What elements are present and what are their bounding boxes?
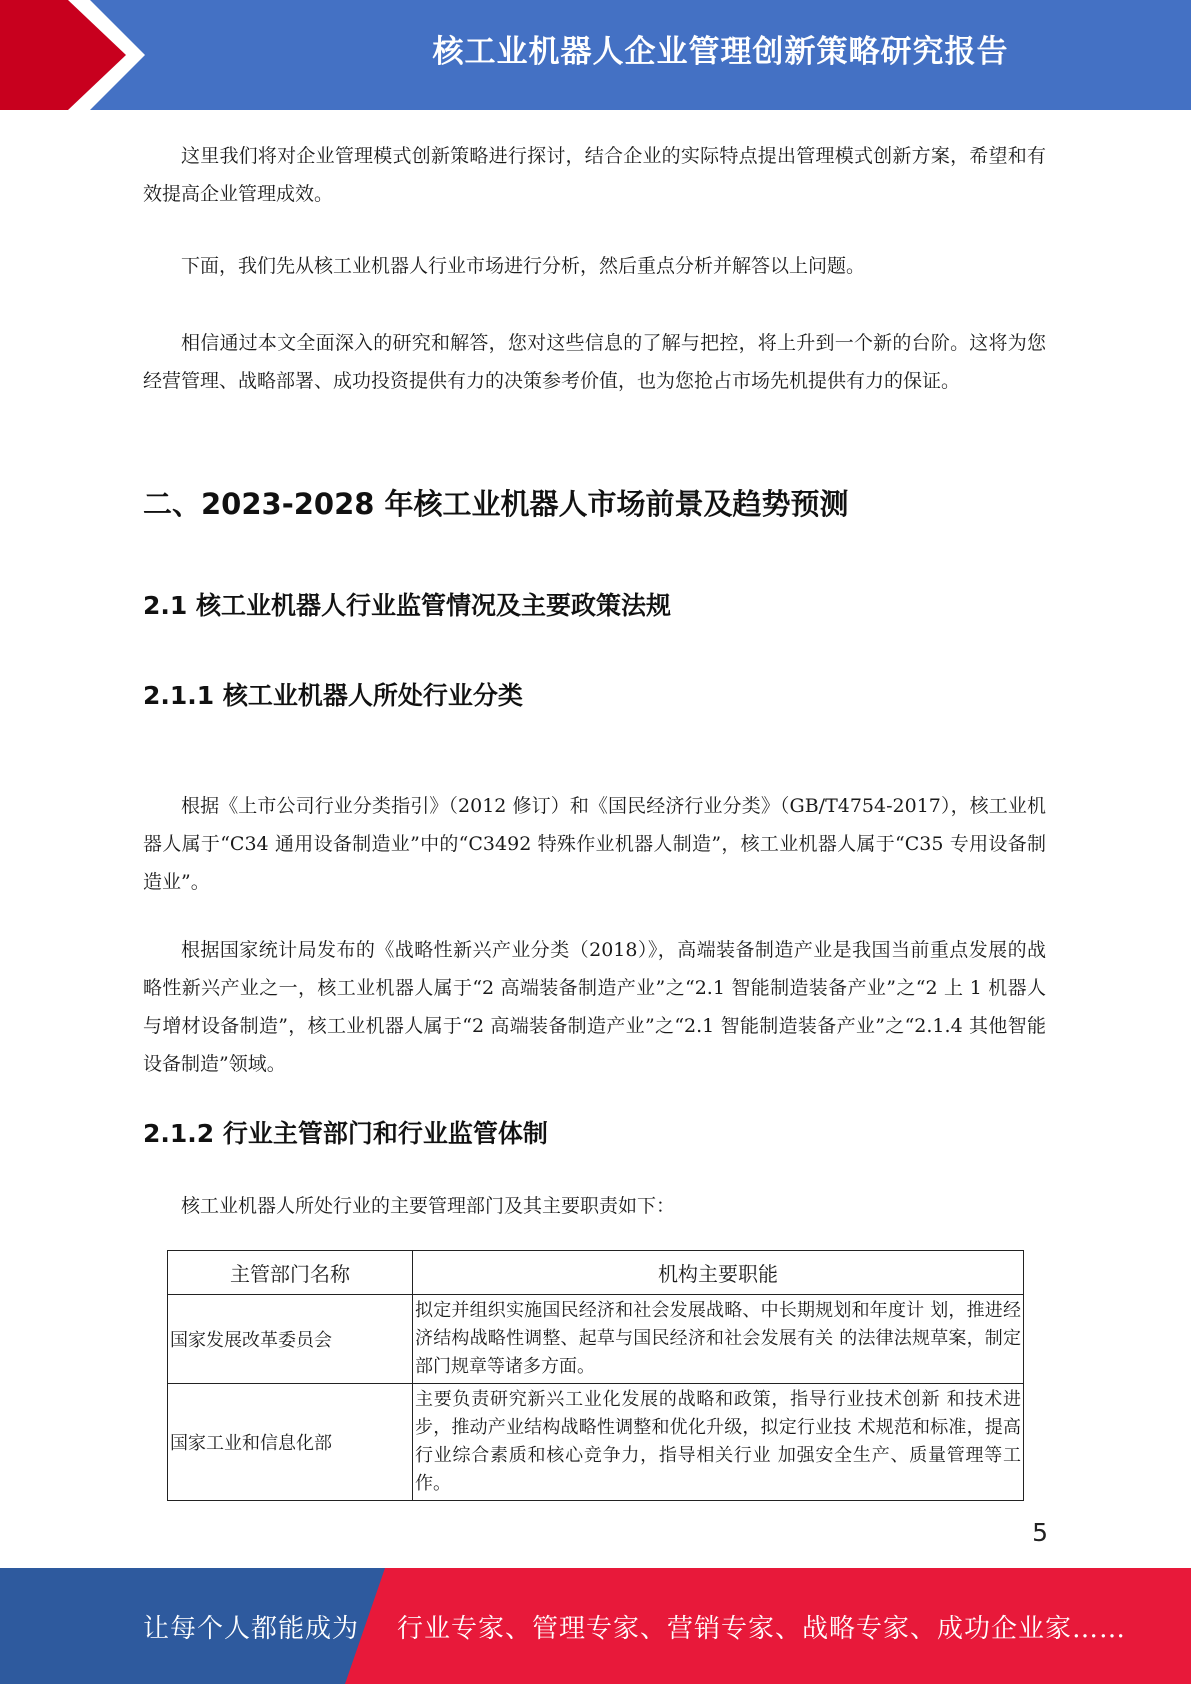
table-header-row — [168, 1251, 1024, 1295]
table-cell-function: 拟定并组织实施国民经济和社会发展战略、中长期规划和年度计 划，推进经济结构战略性调整、起草与国民经济和社会发展有关 的法律法规草案，制定部门规章等诸多方面。 — [413, 1295, 1024, 1384]
table-row — [168, 1384, 1024, 1501]
paragraph-strategic-industry: 根据国家统计局发布的《战略性新兴产业分类（2018）》，高端装备制造产业是我国当前重点发展的战略性新兴产业之一，核工业机器人属于“2 高端装备制造产业”之“2.1 智能制造装备产业”之“2 上 1 机器人与增材设备制造”，核工业机器人属于“2 高端装备制造产业”之“2.1 智能制造装备产业”之“2.1.4 其他智能设备制造”领域。 — [143, 939, 1046, 1075]
table-row — [168, 1295, 1024, 1384]
table-header-dept: 主管部门名称 — [168, 1251, 413, 1295]
page-header — [0, 0, 1191, 110]
report-title: 核工业机器人企业管理创新策略研究报告 — [432, 34, 1009, 70]
subsection-heading-2-1-2: 2.1.2 行业主管部门和行业监管体制 — [143, 1119, 548, 1148]
section-heading: 二、2023-2028 年核工业机器人市场前景及趋势预测 — [143, 487, 849, 521]
table-cell-function: 主要负责研究新兴工业化发展的战略和政策，指导行业技术创新 和技术进步，推动产业结构战略性调整和优化升级，拟定行业技 术规范和标准，提高行业综合素质和核心竞争力，指导相关行业 加强安全生产、质量管理等工作。 — [413, 1384, 1024, 1501]
table-cell-dept: 国家发展改革委员会 — [168, 1295, 413, 1384]
regulators-table — [167, 1250, 1024, 1501]
page-footer — [0, 1568, 1191, 1684]
table-cell-dept: 国家工业和信息化部 — [168, 1384, 413, 1501]
paragraph-belief: 相信通过本文全面深入的研究和解答，您对这些信息的了解与把控，将上升到一个新的台阶。这将为您经营管理、战略部署、成功投资提供有力的决策参考价值，也为您抢占市场先机提供有力的保证。 — [143, 332, 1046, 392]
subsection-heading-2-1: 2.1 核工业机器人行业监管情况及主要政策法规 — [143, 591, 671, 620]
table-header-function: 机构主要职能 — [413, 1251, 1024, 1295]
footer-slogan-left: 让每个人都能成为 — [143, 1614, 360, 1644]
header-arrow-graphic — [0, 0, 160, 110]
footer-slogan-right: 行业专家、管理专家、营销专家、战略专家、成功企业家…… — [397, 1614, 1127, 1644]
paragraph-table-intro: 核工业机器人所处行业的主要管理部门及其主要职责如下： — [181, 1195, 676, 1217]
paragraph-classification: 根据《上市公司行业分类指引》（2012 修订）和《国民经济行业分类》（GB/T4754-2017），核工业机器人属于“C34 通用设备制造业”中的“C3492 特殊作业机器人制造”，核工业机器人属于“C35 专用设备制造业”。 — [143, 795, 1046, 893]
page-number: 5 — [1032, 1518, 1048, 1547]
paragraph-next: 下面，我们先从核工业机器人行业市场进行分析，然后重点分析并解答以上问题。 — [181, 255, 866, 277]
paragraph-intro: 这里我们将对企业管理模式创新策略进行探讨，结合企业的实际特点提出管理模式创新方案，希望和有效提高企业管理成效。 — [143, 145, 1046, 205]
subsection-heading-2-1-1: 2.1.1 核工业机器人所处行业分类 — [143, 681, 523, 710]
